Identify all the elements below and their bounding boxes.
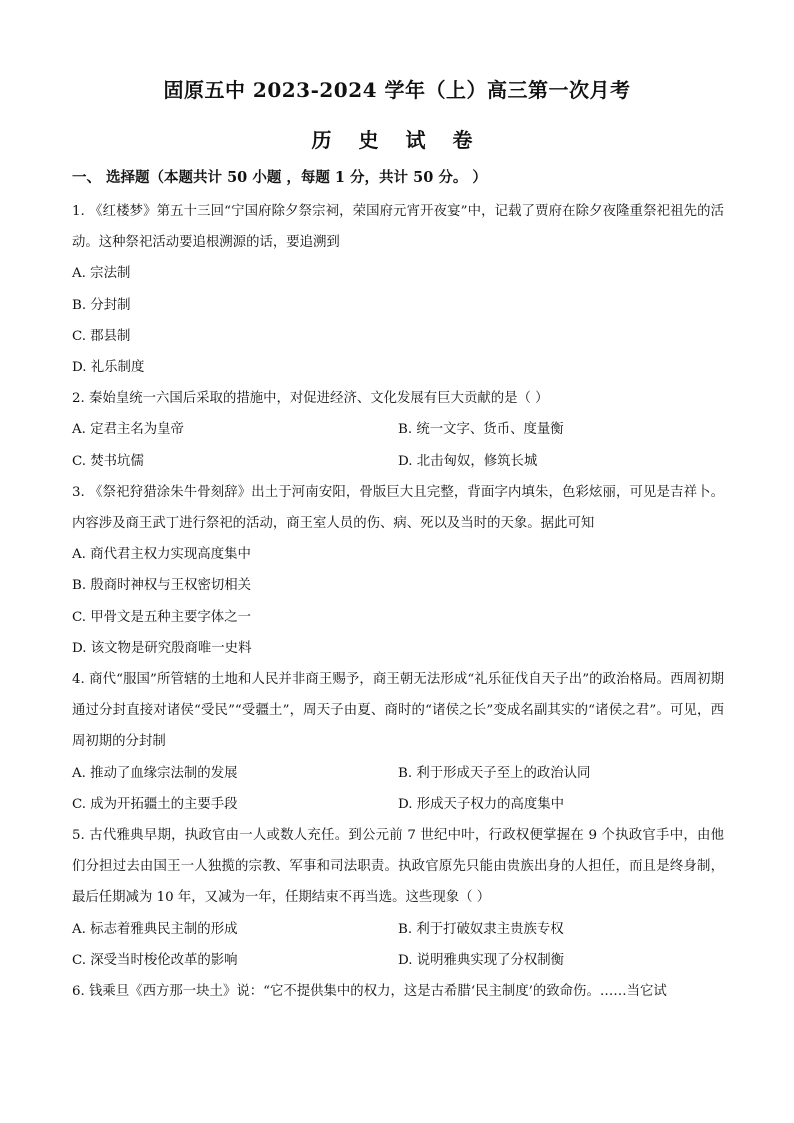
option-d: D. 礼乐制度 <box>72 360 145 376</box>
question-1 <box>72 196 724 383</box>
option-d: D. 该文物是研究殷商唯一史料 <box>72 640 252 656</box>
question-stem: 5. 古代雅典早期，执政官由一人或数人充任。到公元前 7 世纪中叶，行政权便掌握在 9 个执政官手中，由他们分担过去由国王一人独揽的宗教、军事和司法职责。执政官原先只能由贵族出身的人担任，而且是终身制，最后任期减为 10 年，又减为一年，任期结束不再当选。这些现象（ ） <box>72 828 724 906</box>
question-6 <box>72 976 724 1007</box>
question-stem: 1. 《红楼梦》第五十三回“宁国府除夕祭宗祠，荣国府元宵开夜宴”中，记载了贾府在除夕夜隆重祭祀祖先的活动。这种祭祀活动要追根溯源的话，要追溯到 <box>72 204 724 251</box>
question-4 <box>72 664 724 820</box>
option-c: C. 焚书坑儒 <box>72 453 144 469</box>
question-5 <box>72 820 724 976</box>
option-b: B. 利于打破奴隶主贵族专权 <box>398 921 564 937</box>
option-row <box>72 446 724 477</box>
option-a: A. 定君主名为皇帝 <box>72 422 184 438</box>
option-a: A. 商代君主权力实现高度集中 <box>72 547 251 563</box>
question-3 <box>72 477 724 664</box>
question-2 <box>72 383 724 477</box>
option-c: C. 深受当时梭伦改革的影响 <box>72 952 238 968</box>
question-stem: 4. 商代“服国”所管辖的土地和人民并非商王赐予，商王朝无法形成“礼乐征伐自天子出”的政治格局。西周初期通过分封直接对诸侯“受民”“受疆土”，周天子由夏、商时的“诸侯之长”变成名副其实的“诸侯之君”。可见，西周初期的分封制 <box>72 672 724 750</box>
option-b: B. 利于形成天子至上的政治认同 <box>398 765 591 781</box>
option-row <box>72 414 724 445</box>
exam-title: 固原五中 2023-2024 学年（上）高三第一次月考 <box>163 78 631 102</box>
option-row <box>72 758 724 789</box>
option-row <box>72 945 724 976</box>
option-row <box>72 789 724 820</box>
exam-subtitle: 历 史 试 卷 <box>311 128 483 152</box>
option-row <box>72 914 724 945</box>
option-c: C. 郡县制 <box>72 328 131 344</box>
option-d: D. 北击匈奴，修筑长城 <box>398 453 538 469</box>
option-d: D. 形成天子权力的高度集中 <box>398 796 565 812</box>
option-a: A. 推动了血缘宗法制的发展 <box>72 765 238 781</box>
question-stem: 3. 《祭祀狩猎涂朱牛骨刻辞》出土于河南安阳，骨版巨大且完整，背面字内填朱，色彩炫丽，可见是吉祥卜。内容涉及商王武丁进行祭祀的活动，商王室人员的伤、病、死以及当时的天象。据此可知 <box>72 484 724 532</box>
option-a: A. 标志着雅典民主制的形成 <box>72 921 238 937</box>
option-d: D. 说明雅典实现了分权制衡 <box>398 952 565 968</box>
option-c: C. 成为开拓疆土的主要手段 <box>72 796 238 812</box>
option-b: B. 分封制 <box>72 297 131 313</box>
option-c: C. 甲骨文是五种主要字体之一 <box>72 609 251 625</box>
question-stem: 6. 钱乘旦《西方那一块土》说：“它不提供集中的权力，这是古希腊‘民主制度’的致命伤。……当它试 <box>72 984 667 1000</box>
option-a: A. 宗法制 <box>72 266 131 282</box>
option-b: B. 统一文字、货币、度量衡 <box>398 422 564 438</box>
question-stem: 2. 秦始皇统一六国后采取的措施中，对促进经济、文化发展有巨大贡献的是（ ） <box>72 391 549 407</box>
section-heading: 一、 选择题（本题共计 50 小题 ，每题 1 分，共计 50 分。 ） <box>72 169 487 186</box>
option-b: B. 殷商时神权与王权密切相关 <box>72 578 252 594</box>
question-list <box>72 196 724 1007</box>
